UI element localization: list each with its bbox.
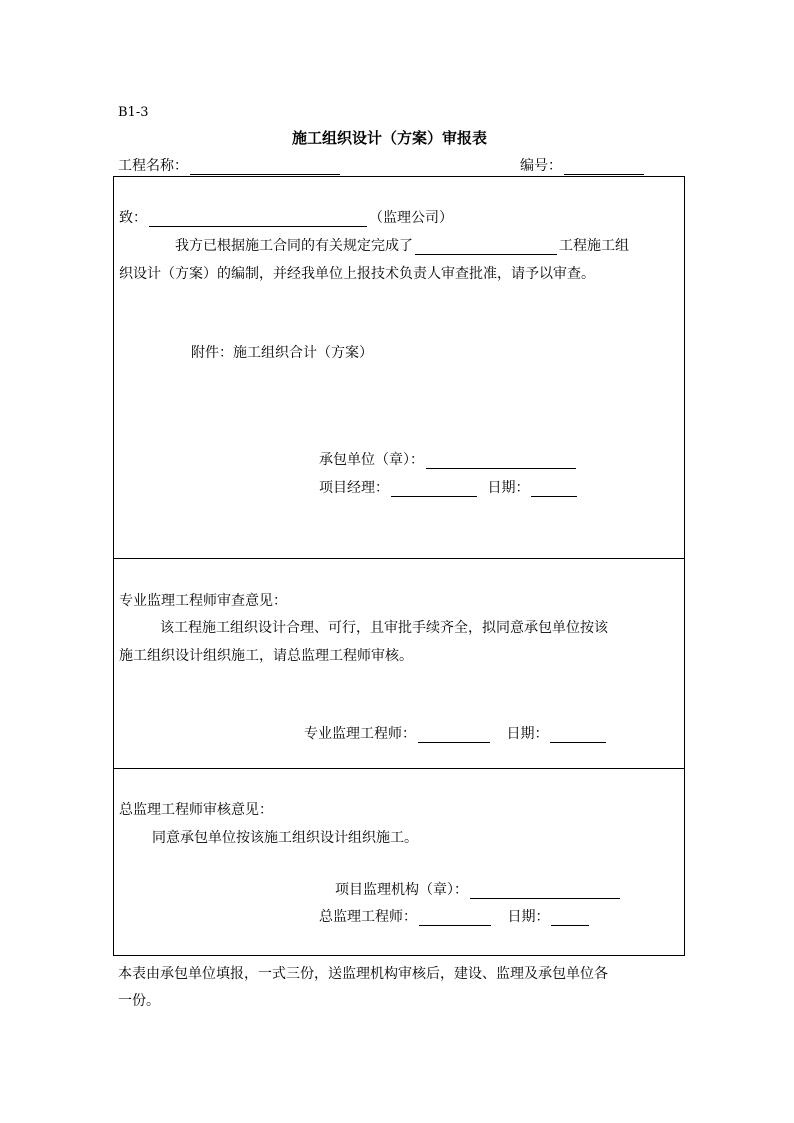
engineer-sign-row bbox=[304, 725, 608, 743]
engineer-field[interactable] bbox=[418, 728, 490, 743]
body-line-1-prefix: 我方已根据施工合同的有关规定完成了 bbox=[175, 238, 413, 254]
footer-note-line-1: 本表由承包单位填报，一式三份，送监理机构审核后，建设、监理及承包单位各 bbox=[118, 966, 608, 982]
chief-sign-row bbox=[319, 908, 591, 926]
pm-date-field[interactable] bbox=[531, 482, 577, 497]
engineer-opinion-line-1: 该工程施工组织设计合理、可行，且审批手续齐全，拟同意承包单位按该 bbox=[160, 620, 608, 636]
chief-date-label: 日期： bbox=[507, 909, 550, 925]
org-row bbox=[335, 881, 622, 899]
project-completed-field[interactable] bbox=[415, 240, 557, 255]
project-name-label: 工程名称： bbox=[118, 158, 188, 174]
engineer-opinion-line-2: 施工组织设计组织施工，请总监理工程师审核。 bbox=[119, 648, 413, 664]
body-line-2: 织设计（方案）的编制，并经我单位上报技术负责人审查批准，请予以审查。 bbox=[119, 266, 595, 282]
section-divider-1 bbox=[113, 558, 685, 559]
pm-label: 项目经理： bbox=[319, 480, 389, 496]
recipient-field[interactable] bbox=[149, 212, 367, 227]
pm-field[interactable] bbox=[391, 482, 477, 497]
project-name-field[interactable] bbox=[190, 160, 340, 175]
number-row bbox=[520, 157, 646, 175]
to-suffix: （监理公司） bbox=[369, 210, 453, 226]
footer-note-line-2: 一份。 bbox=[118, 993, 160, 1009]
pm-date-label: 日期： bbox=[487, 480, 530, 496]
engineer-date-field[interactable] bbox=[550, 728, 606, 743]
body-line-1 bbox=[175, 237, 629, 255]
document-title: 施工组织设计（方案）审报表 bbox=[292, 129, 488, 147]
contractor-field[interactable] bbox=[426, 454, 576, 469]
contractor-row bbox=[319, 451, 578, 469]
chief-heading: 总监理工程师审核意见： bbox=[119, 802, 273, 818]
recipient-row bbox=[119, 209, 453, 227]
document-code: B1-3 bbox=[118, 105, 149, 120]
contractor-label: 承包单位（章）： bbox=[319, 452, 424, 468]
number-label: 编号： bbox=[520, 158, 562, 174]
to-label: 致： bbox=[119, 210, 147, 226]
attachment-text: 附件：施工组织合计（方案） bbox=[191, 345, 373, 361]
chief-field[interactable] bbox=[419, 911, 491, 926]
chief-label: 总监理工程师： bbox=[319, 909, 417, 925]
project-name-row bbox=[118, 157, 342, 175]
chief-date-field[interactable] bbox=[551, 911, 589, 926]
engineer-heading: 专业监理工程师审查意见： bbox=[119, 593, 287, 609]
org-field[interactable] bbox=[470, 884, 620, 899]
chief-opinion: 同意承包单位按该施工组织设计组织施工。 bbox=[152, 830, 418, 846]
body-line-1-suffix: 工程施工组 bbox=[559, 238, 629, 254]
engineer-date-label: 日期： bbox=[506, 726, 549, 742]
engineer-label: 专业监理工程师： bbox=[304, 726, 416, 742]
org-label: 项目监理机构（章）： bbox=[335, 882, 468, 898]
pm-row bbox=[319, 479, 579, 497]
section-divider-2 bbox=[113, 768, 685, 769]
number-field[interactable] bbox=[564, 160, 644, 175]
